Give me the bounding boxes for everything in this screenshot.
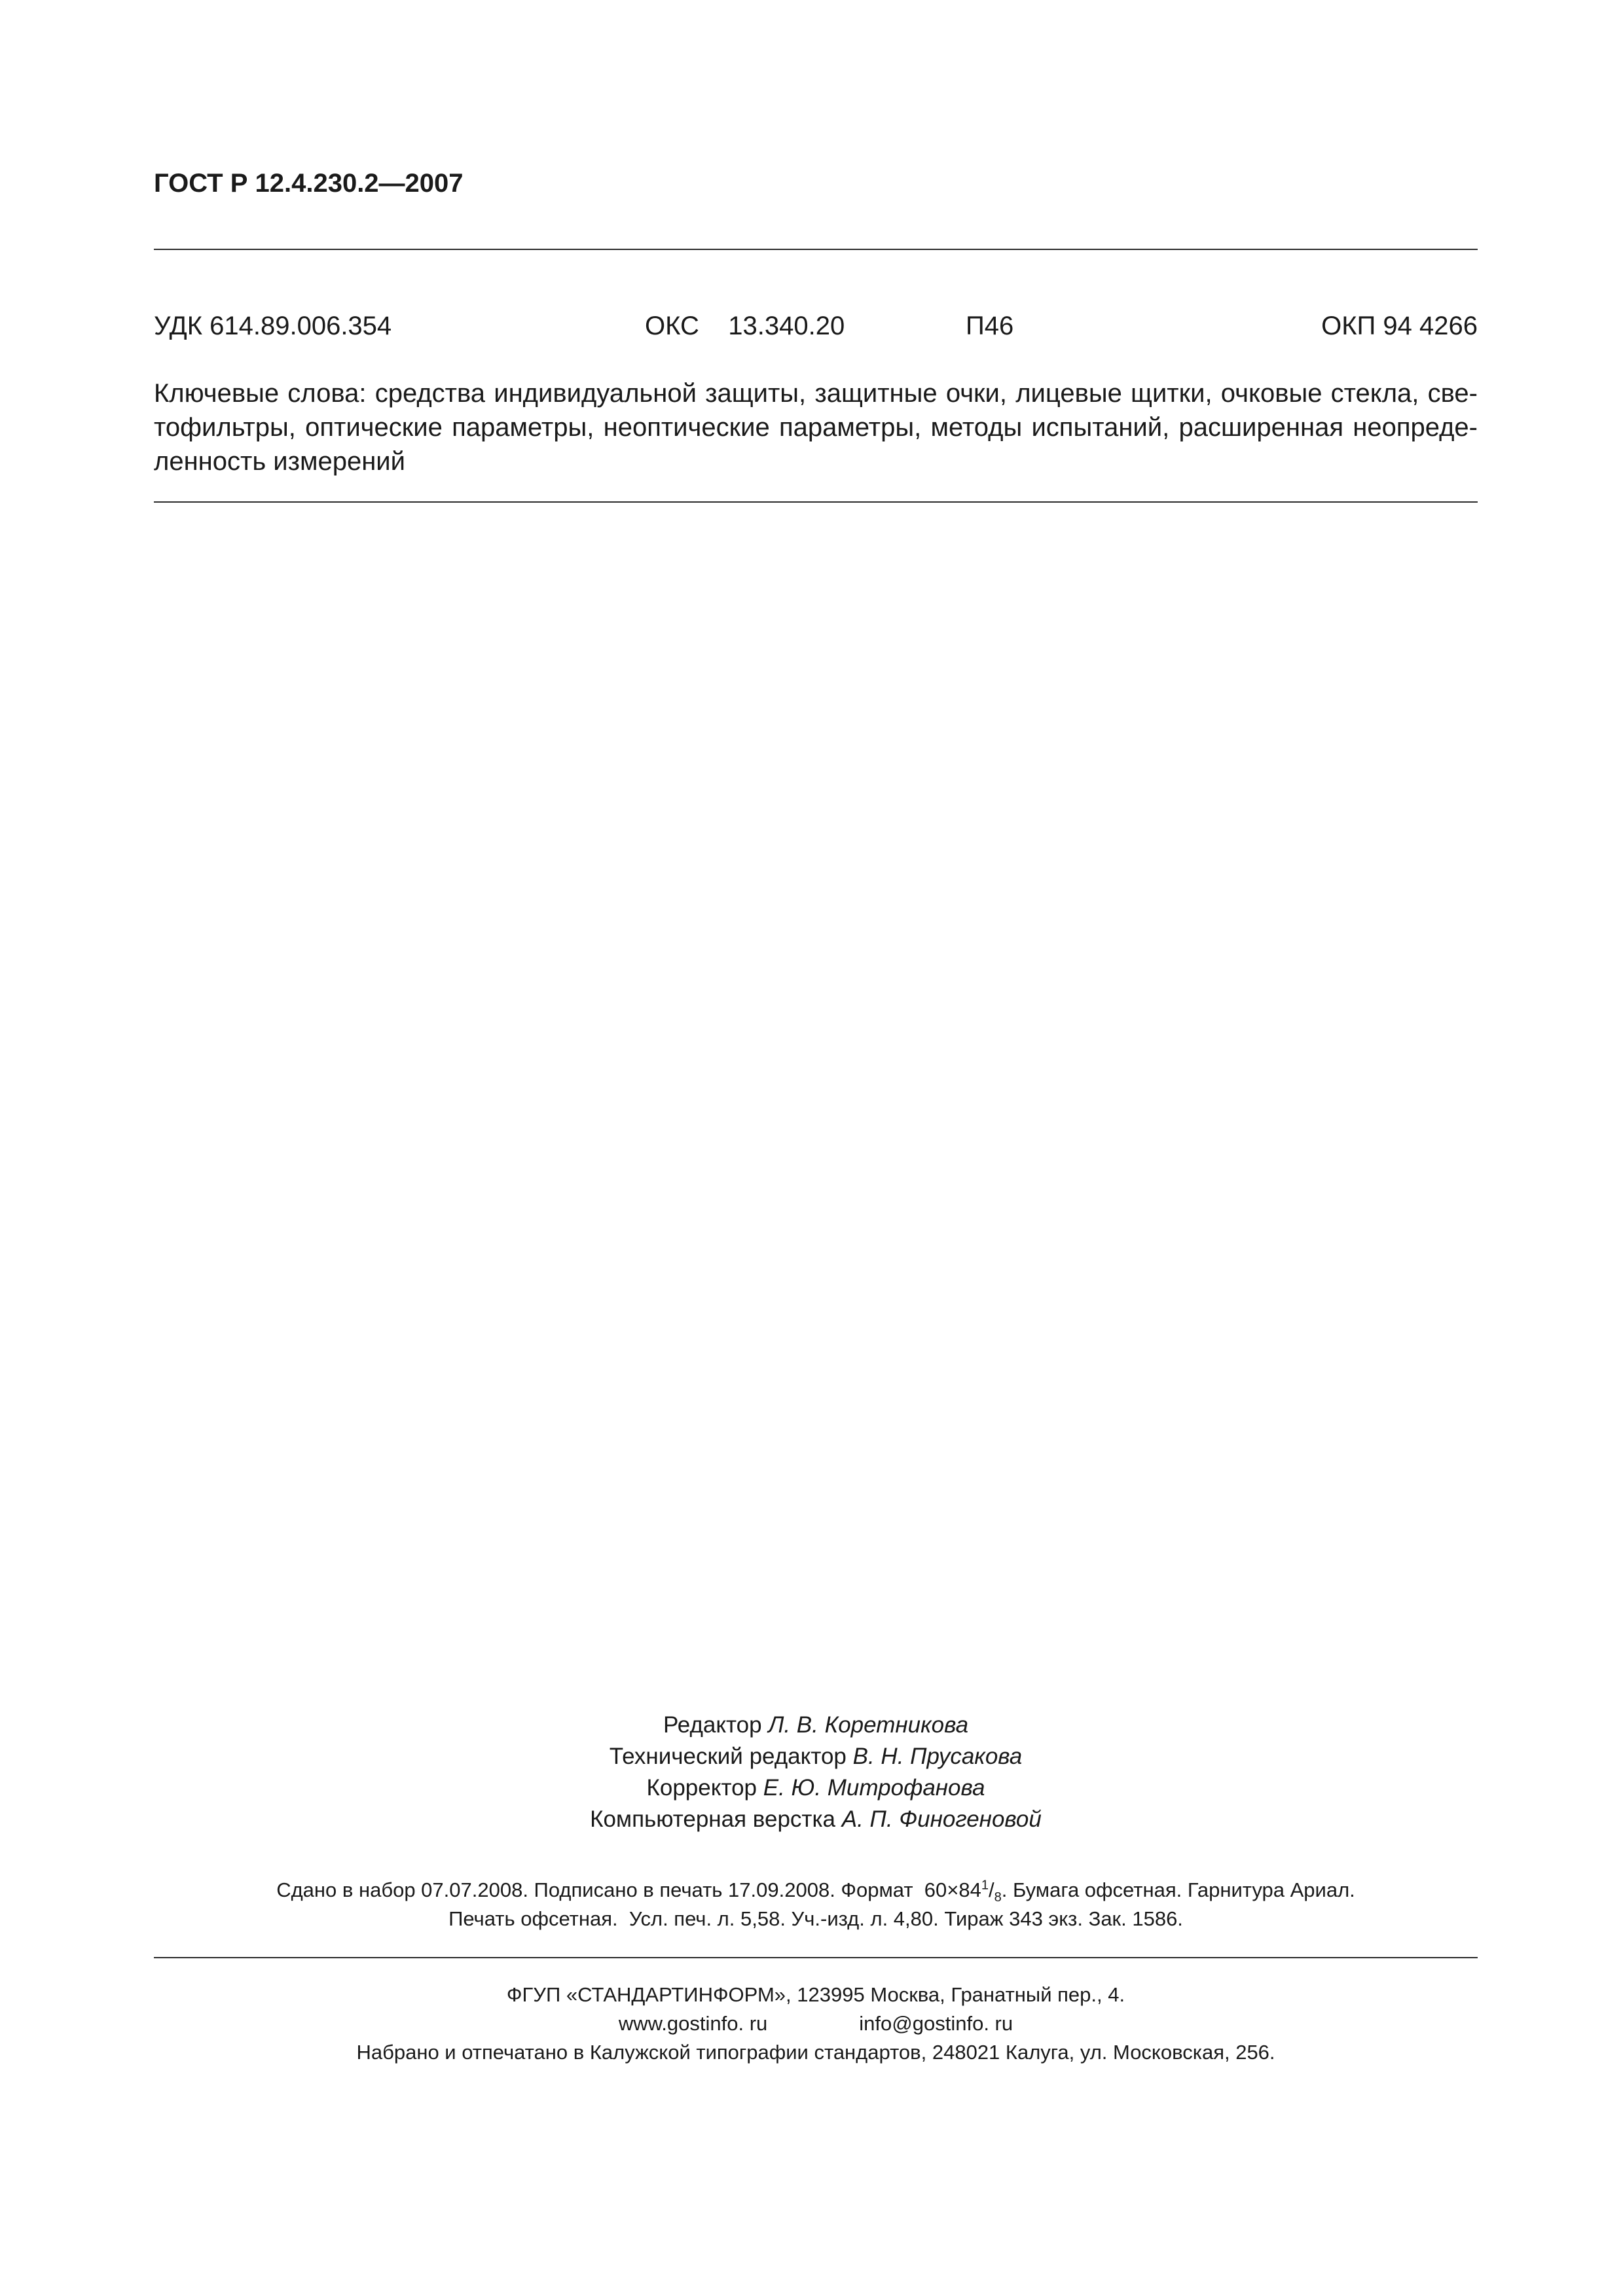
credit-role: Технический редактор <box>609 1744 847 1769</box>
imprint-text: . Бумага офсетная. Гарнитура Ариал. <box>1001 1878 1355 1901</box>
publisher-address: ФГУП «СТАНДАРТИНФОРМ», 123995 Москва, Гранатный пер., 4. <box>506 1983 1125 2006</box>
printing-house: Набрано и отпечатано в Калужской типографии стандартов, 248021 Калуга, ул. Московская, 256. <box>356 2041 1275 2064</box>
document-code: ГОСТ Р 12.4.230.2—2007 <box>154 169 464 198</box>
keywords-line-2: тофильтры, оптические параметры, неоптические параметры, методы испытаний, расширенная неопреде- <box>154 413 1478 442</box>
credit-layout <box>154 1804 1478 1835</box>
keywords-divider <box>154 501 1478 503</box>
credit-name: Е. Ю. Митрофанова <box>763 1775 985 1801</box>
imprint-text: Сдано в набор 07.07.2008. Подписано в печать 17.09.2008. Формат 60×84 <box>276 1878 981 1901</box>
credit-corrector <box>154 1772 1478 1804</box>
credit-name: А. П. Финогеновой <box>841 1806 1042 1832</box>
credits-block <box>154 1710 1478 1835</box>
oks-code: ОКС 13.340.20 <box>645 312 845 340</box>
imprint-block <box>154 1876 1478 1933</box>
publisher-website[interactable]: www.gostinfo. ru <box>618 2012 768 2035</box>
publisher-email[interactable]: info@gostinfo. ru <box>859 2012 1013 2035</box>
imprint-divider <box>154 1957 1478 1958</box>
format-fraction-denominator: 8 <box>994 1890 1002 1905</box>
keywords-line-3: ленность измерений <box>154 447 405 476</box>
publisher-block <box>154 1981 1478 2067</box>
keywords-line-1: Ключевые слова: средства индивидуальной защиты, защитные очки, лицевые щитки, очковые стекла, све- <box>154 379 1478 408</box>
imprint-line-1 <box>154 1876 1478 1905</box>
header-divider <box>154 249 1478 250</box>
credit-role: Компьютерная верстка <box>590 1806 835 1832</box>
format-fraction-numerator: 1 <box>981 1878 989 1893</box>
publisher-contacts <box>154 2009 1478 2038</box>
credit-editor <box>154 1710 1478 1741</box>
credit-name: В. Н. Прусакова <box>852 1744 1023 1769</box>
group-code: П46 <box>966 312 1014 340</box>
keywords-block <box>154 376 1478 478</box>
okp-code: ОКП 94 4266 <box>1321 312 1478 340</box>
credit-role: Редактор <box>663 1712 762 1738</box>
udk-code: УДК 614.89.006.354 <box>154 312 392 340</box>
credit-name: Л. В. Коретникова <box>768 1712 969 1738</box>
credit-tech-editor <box>154 1741 1478 1772</box>
format-fraction-slash: / <box>988 1878 994 1901</box>
credit-role: Корректор <box>646 1775 757 1801</box>
imprint-line-2: Печать офсетная. Усл. печ. л. 5,58. Уч.-изд. л. 4,80. Тираж 343 экз. Зак. 1586. <box>448 1907 1183 1930</box>
